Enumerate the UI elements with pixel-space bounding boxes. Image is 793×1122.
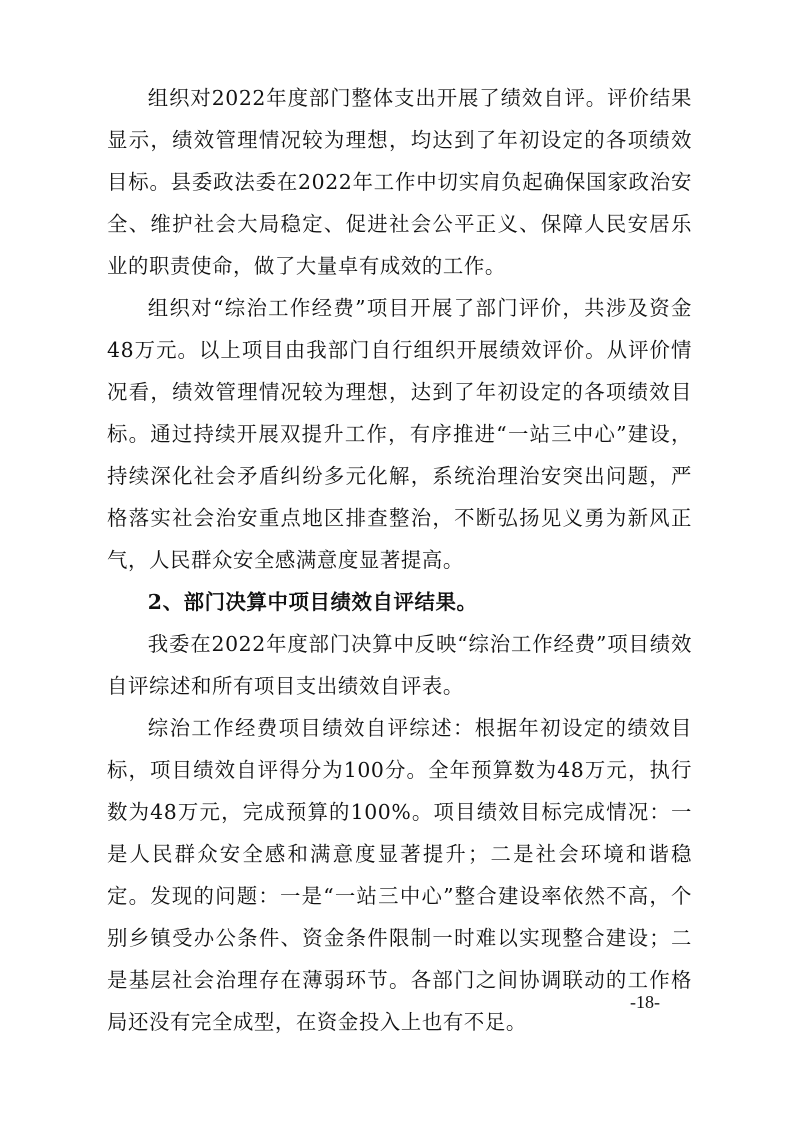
document-body xyxy=(107,77,692,1043)
paragraph-final-accounts: 我委在2022年度部门决算中反映“综治工作经费”项目绩效自评综述和所有项目支出绩效自评表。 xyxy=(107,632,692,698)
paragraph-project-evaluation: 组织对“综治工作经费”项目开展了部门评价，共涉及资金48万元。以上项目由我部门自行组织开展绩效评价。从评价情况看，绩效管理情况较为理想，达到了年初设定的各项绩效目标。通过持续开展双提升工作，有序推进“一站三中心”建设，持续深化社会矛盾纠纷多元化解，系统治理治安突出问题，严格落实社会治安重点地区排查整治，不断弘扬见义勇为新风正气，人民群众安全感满意度显著提高。 xyxy=(107,296,692,572)
paragraph-project-summary: 综治工作经费项目绩效自评综述：根据年初设定的绩效目标，项目绩效自评得分为100分。全年预算数为48万元，执行数为48万元，完成预算的100%。项目绩效目标完成情况：一是人民群众安全感和满意度显著提升；二是社会环境和谐稳定。发现的问题：一是“一站三中心”整合建设率依然不高，个别乡镇受办公条件、资金条件限制一时难以实现整合建设；二是基层社会治理存在薄弱环节。各部门之间协调联动的工作格局还没有完全成型，在资金投入上也有不足。 xyxy=(107,716,692,1034)
page-number: -18- xyxy=(630,992,660,1012)
paragraph-overall-evaluation: 组织对2022年度部门整体支出开展了绩效自评。评价结果显示，绩效管理情况较为理想，均达到了年初设定的各项绩效目标。县委政法委在2022年工作中切实肩负起确保国家政治安全、维护社会大局稳定、促进社会公平正义、保障人民安居乐业的职责使命，做了大量卓有成效的工作。 xyxy=(107,86,692,278)
section-heading: 2、部门决算中项目绩效自评结果。 xyxy=(147,590,478,614)
